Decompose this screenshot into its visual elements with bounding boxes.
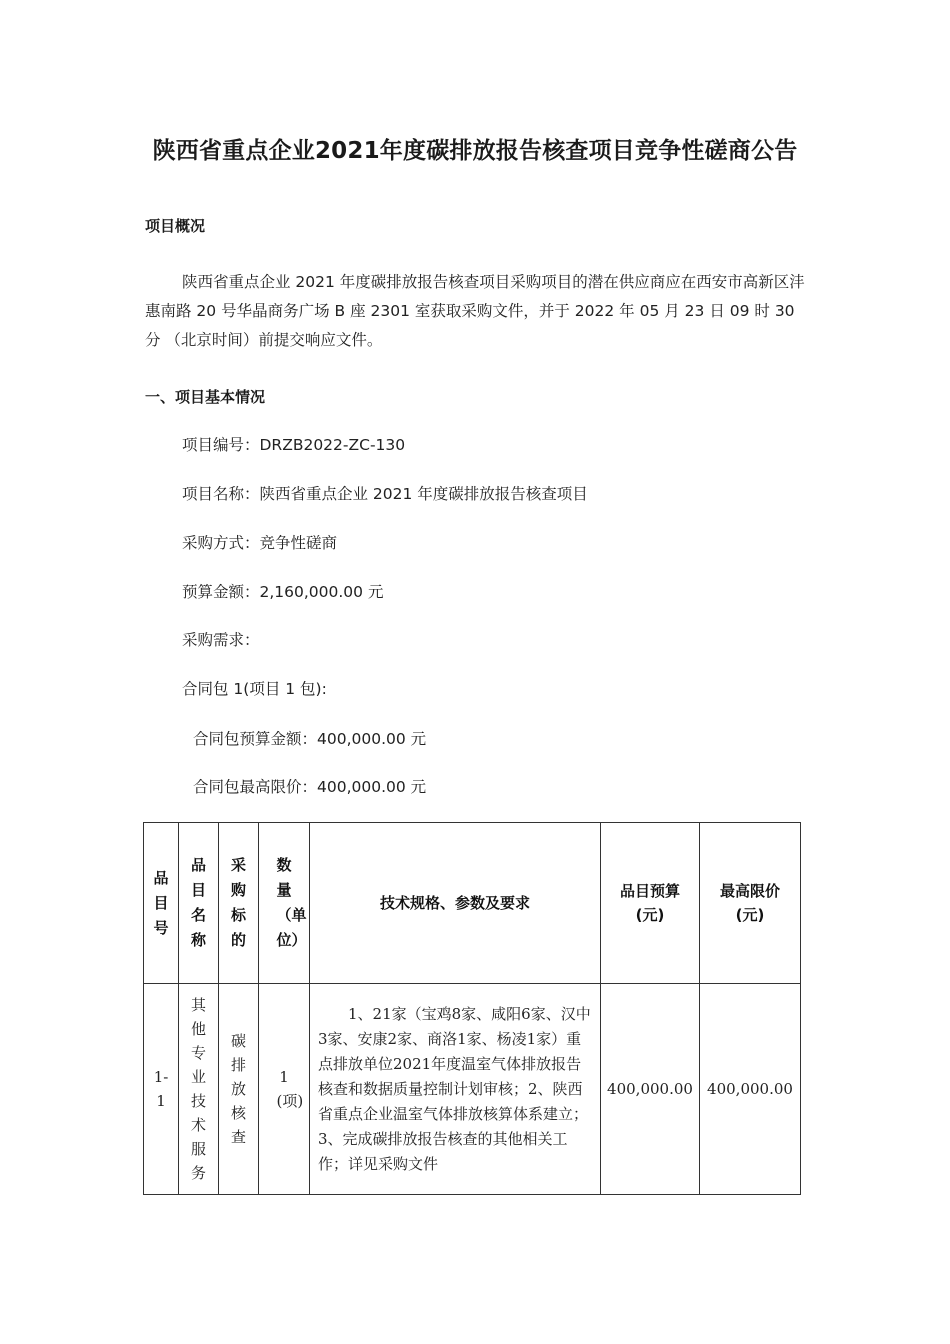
package-budget: 合同包预算金额：400,000.00 元 xyxy=(193,730,427,748)
package-max-price: 合同包最高限价：400,000.00 元 xyxy=(193,778,427,796)
header-max-price: 最高限价(元) xyxy=(700,823,801,984)
overview-paragraph: 陕西省重点企业 2021 年度碳排放报告核查项目采购项目的潜在供应商应在西安市高新区沣惠南路 20 号华晶商务广场 B 座 2301 室获取采购文件，并于 2022 年 05 月 23 日 09 时 30 分 （北京时间）前提交响应文件。 xyxy=(145,273,805,349)
requirements-table xyxy=(143,822,801,1195)
header-quantity: 数量（单位） xyxy=(259,823,310,984)
document-title: 陕西省重点企业2021年度碳排放报告核查项目竞争性磋商公告 xyxy=(152,138,798,164)
project-name: 项目名称：陕西省重点企业 2021 年度碳排放报告核查项目 xyxy=(182,485,588,503)
header-spec: 技术规格、参数及要求 xyxy=(310,823,601,984)
section1-heading: 一、项目基本情况 xyxy=(145,388,266,406)
header-item-no: 品目号 xyxy=(144,823,179,984)
overview-heading: 项目概况 xyxy=(145,217,206,235)
cell-budget: 400,000.00 xyxy=(601,984,700,1195)
cell-item-no: 1-1 xyxy=(144,984,179,1195)
table-row xyxy=(144,984,801,1195)
procurement-method: 采购方式：竞争性磋商 xyxy=(182,534,338,552)
table-header-row xyxy=(144,823,801,984)
header-item-name: 品目名称 xyxy=(179,823,219,984)
header-budget: 品目预算(元) xyxy=(601,823,700,984)
cell-item-name: 其他专业技术服务 xyxy=(179,984,219,1195)
procurement-demand: 采购需求： xyxy=(182,631,260,649)
project-number: 项目编号：DRZB2022-ZC-130 xyxy=(182,436,406,454)
cell-target: 碳排放核查 xyxy=(219,984,259,1195)
cell-spec: 1、21家（宝鸡8家、咸阳6家、汉中3家、安康2家、商洛1家、杨凌1家）重点排放单位2021年度温室气体排放报告核查和数据质量控制计划审核；2、陕西省重点企业温室气体排放核算体系建立；3、完成碳排放报告核查的其他相关工作；详见采购文件 xyxy=(310,984,601,1195)
budget-amount: 预算金额：2,160,000.00 元 xyxy=(182,583,384,601)
header-target: 采购标的 xyxy=(219,823,259,984)
cell-quantity: 1(项) xyxy=(259,984,310,1195)
contract-package: 合同包 1(项目 1 包): xyxy=(182,680,327,698)
cell-max-price: 400,000.00 xyxy=(700,984,801,1195)
